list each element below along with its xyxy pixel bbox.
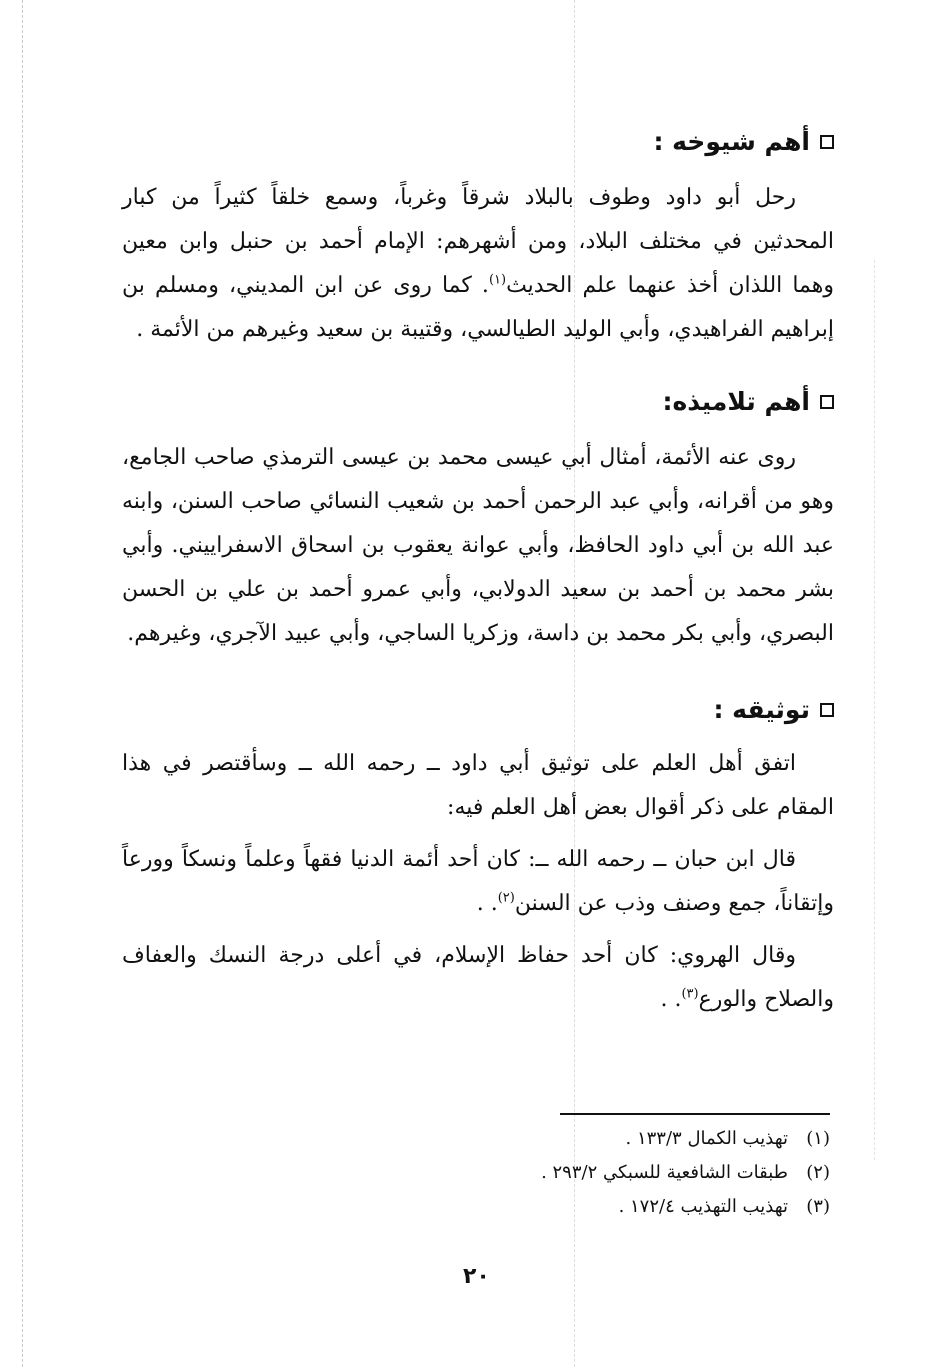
paragraph-authentication-intro bbox=[122, 742, 834, 830]
paragraph-harawi-quote bbox=[122, 934, 834, 1022]
section-heading-teachers bbox=[122, 122, 834, 162]
footnote-number: (٣) bbox=[806, 1196, 830, 1217]
paragraph-students bbox=[122, 436, 834, 656]
paragraph-ibn-hibban-quote bbox=[122, 838, 834, 926]
footnote-marker: (١) bbox=[488, 272, 507, 288]
footnote-marker: (٢) bbox=[497, 890, 515, 906]
paragraph-text: قال ابن حبان ــ رحمه الله ــ: كان أحد أئمة الدنيا فقهاً وعلماً ونسكاً وورعاً وإتقاناً، جمع وصنف وذب عن السنن bbox=[122, 847, 834, 916]
footnote-marker: (٣) bbox=[681, 986, 699, 1002]
paragraph-text: رحل أبو داود وطوف بالبلاد شرقاً وغرباً، وسمع خلقاً كثيراً من كبار المحدثين في مختلف البلاد، ومن أشهرهم: الإمام أحمد بن حنبل وابن معين وهما اللذان أخذ عنهما علم الحديث bbox=[122, 185, 834, 298]
page-number: ٢٠ bbox=[463, 1264, 490, 1289]
footnotes-list bbox=[330, 1122, 830, 1224]
main-text bbox=[122, 118, 834, 1022]
footnote-number: (٢) bbox=[806, 1162, 830, 1183]
scan-fold-line bbox=[22, 0, 23, 1367]
section-heading-students bbox=[122, 382, 834, 422]
footnote-item bbox=[330, 1190, 830, 1224]
paragraph-teachers bbox=[122, 176, 834, 352]
footnote-item bbox=[330, 1156, 830, 1190]
square-bullet-icon bbox=[820, 703, 834, 717]
section-heading-label: أهم شيوخه : bbox=[653, 127, 810, 156]
paragraph-text: وقال الهروي: كان أحد حفاظ الإسلام، في أعلى درجة النسك والعفاف والصلاح والورع bbox=[122, 943, 834, 1012]
footnote-number: (١) bbox=[806, 1128, 830, 1149]
section-heading-authentication bbox=[122, 690, 834, 730]
scan-fold-line bbox=[874, 260, 875, 1160]
square-bullet-icon bbox=[820, 395, 834, 409]
footnote-divider bbox=[560, 1113, 830, 1115]
paragraph-text: اتفق أهل العلم على توثيق أبي داود ــ رحمه الله ــ وسأقتصر في هذا المقام على ذكر أقوال بعض أهل العلم فيه: bbox=[122, 751, 834, 820]
footnote-text: تهذيب الكمال ١٣٣/٣ . bbox=[625, 1128, 788, 1149]
paragraph-text-continued: . كما روى عن ابن المديني، ومسلم بن إبراهيم الفراهيدي، وأبي الوليد الطيالسي، وقتيبة بن سعيد وغيرهم من الأئمة . bbox=[122, 273, 834, 342]
paragraph-text: روى عنه الأئمة، أمثال أبي عيسى محمد بن عيسى الترمذي صاحب الجامع، وهو من أقرانه، وأبي عبد الرحمن أحمد بن شعيب النسائي صاحب السنن، وابنه عبد الله بن أبي داود الحافظ، وأبي عوانة يعقوب بن اسحاق الاسفراييني. وأبي بشر محمد بن أحمد بن سعيد الدولابي، وأبي عمرو أحمد بن علي بن الحسن البصري، وأبي بكر محمد بن داسة، وزكريا الساجي، وأبي عبيد الآجري، وغيرهم. bbox=[122, 445, 834, 646]
paragraph-text-continued: . . bbox=[660, 987, 682, 1012]
footnote-text: تهذيب التهذيب ١٧٢/٤ . bbox=[618, 1196, 788, 1217]
footnote-text: طبقات الشافعية للسبكي ٢٩٣/٢ . bbox=[541, 1162, 788, 1183]
footnote-item bbox=[330, 1122, 830, 1156]
section-heading-label: أهم تلاميذه: bbox=[662, 387, 810, 416]
paragraph-text-continued: . . bbox=[476, 891, 498, 916]
section-heading-label: توثيقه : bbox=[713, 695, 810, 724]
square-bullet-icon bbox=[820, 135, 834, 149]
